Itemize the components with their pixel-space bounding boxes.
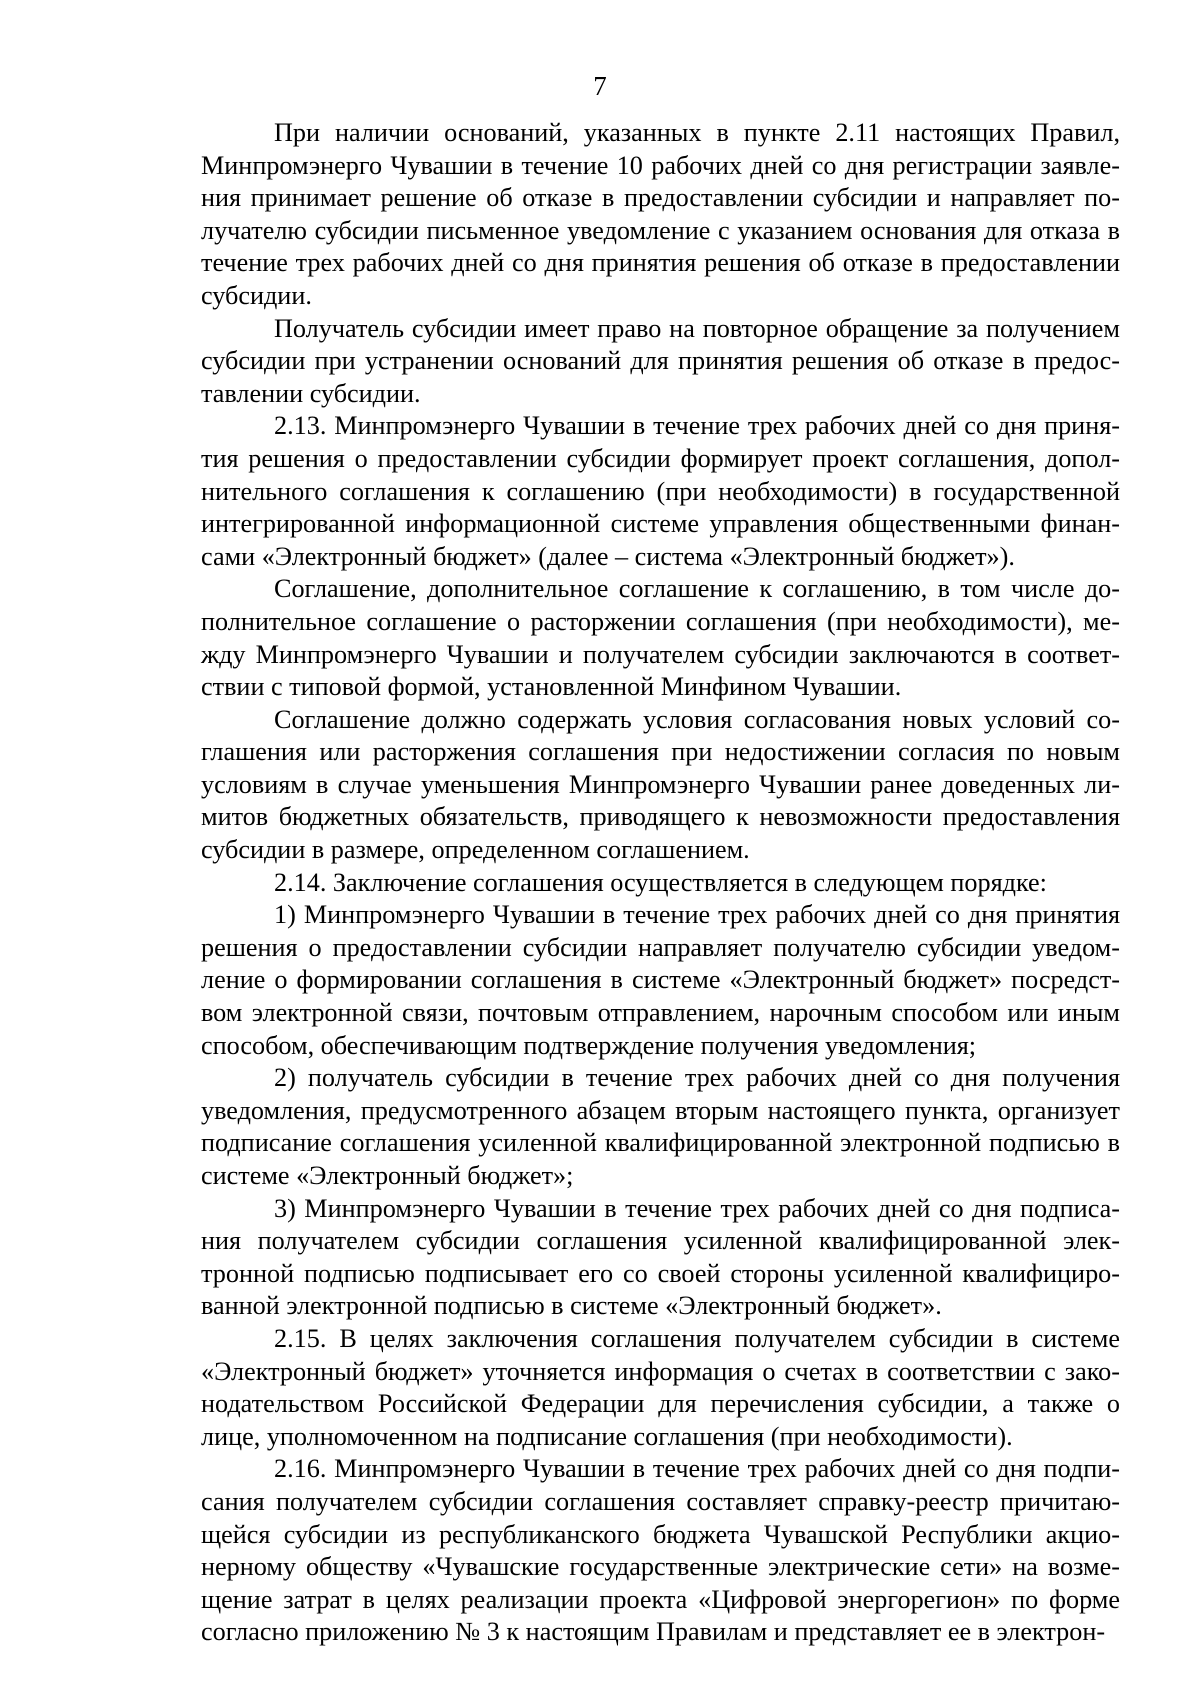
list-item-2: 2) получатель субсидии в течение трех рабочих дней со дня получения уведомления, предусмотренного абзацем вторым настоящего пункта, организует подписание соглашения усиленной квалифицированной электронной подписью в системе «Электронный бюджет»;	[201, 1063, 1120, 1190]
paragraph-agreement-form: Соглашение, дополнительное соглашение к соглашению, в том числе дополнительное соглашение о расторжении соглашения (при необходимости), между Минпромэнерго Чувашии и получателем субсидии заключаются в соответствии с типовой формой, установленной Минфином Чувашии.	[201, 574, 1120, 702]
paragraph-2-15: 2.15. В целях заключения соглашения получателем субсидии в системе «Электронный бюджет» уточняется информация о счетах в соответствии с законодательством Российской Федерации для перечисления субсидии, а также о лице, уполномоченном на подписание соглашения (при необходимости).	[201, 1323, 1120, 1451]
page-number: 7	[593, 71, 607, 101]
list-item-1: 1) Минпромэнерго Чувашии в течение трех рабочих дней со дня принятия решения о предоставлении субсидии направляет получателю субсидии уведомление о формировании соглашения в системе «Электронный бюджет» посредством электронной связи, почтовым отправлением, нарочным способом или иным способом, обеспечивающим подтверждение получения уведомления;	[201, 900, 1120, 1060]
list-item-3: 3) Минпромэнерго Чувашии в течение трех рабочих дней со дня подписания получателем субсидии соглашения усиленной квалифицированной электронной подписью подписывает его со своей стороны усиленной квалифицированной электронной подписью в системе «Электронный бюджет».	[201, 1193, 1120, 1321]
paragraph-repeat-application: Получатель субсидии имеет право на повторное обращение за получением субсидии при устранении оснований для принятия решения об отказе в предоставлении субсидии.	[201, 313, 1120, 408]
paragraph-refusal-grounds: При наличии оснований, указанных в пункте 2.11 настоящих Правил, Минпромэнерго Чувашии в течение 10 рабочих дней со дня регистрации заявления принимает решение об отказе в предоставлении субсидии и направляет получателю субсидии письменное уведомление с указанием основания для отказа в течение трех рабочих дней со дня принятия решения об отказе в предоставлении субсидии.	[201, 118, 1120, 310]
paragraph-2-14: 2.14. Заключение соглашения осуществляется в следующем порядке:	[274, 867, 1047, 897]
paragraph-2-16: 2.16. Минпромэнерго Чувашии в течение трех рабочих дней со дня подписания получателем субсидии соглашения составляет справку-реестр причитающейся субсидии из республиканского бюджета Чувашской Республики акционерному обществу «Чувашские государственные электрические сети» на возмещение затрат в целях реализации проекта «Цифровой энергорегион» по форме согласно приложению № 3 к настоящим Правилам и представляет ее в электрон-	[201, 1454, 1120, 1647]
document-body	[201, 117, 1120, 1649]
paragraph-2-13: 2.13. Минпромэнерго Чувашии в течение трех рабочих дней со дня принятия решения о предоставлении субсидии формирует проект соглашения, дополнительного соглашения к соглашению (при необходимости) в государственной интегрированной информационной системе управления общественными финансами «Электронный бюджет» (далее – система «Электронный бюджет»).	[201, 411, 1120, 571]
paragraph-agreement-conditions: Соглашение должно содержать условия согласования новых условий соглашения или расторжения соглашения при недостижении согласия по новым условиям в случае уменьшения Минпромэнерго Чувашии ранее доведенных лимитов бюджетных обязательств, приводящего к невозможности предоставления субсидии в размере, определенном соглашением.	[201, 704, 1120, 865]
